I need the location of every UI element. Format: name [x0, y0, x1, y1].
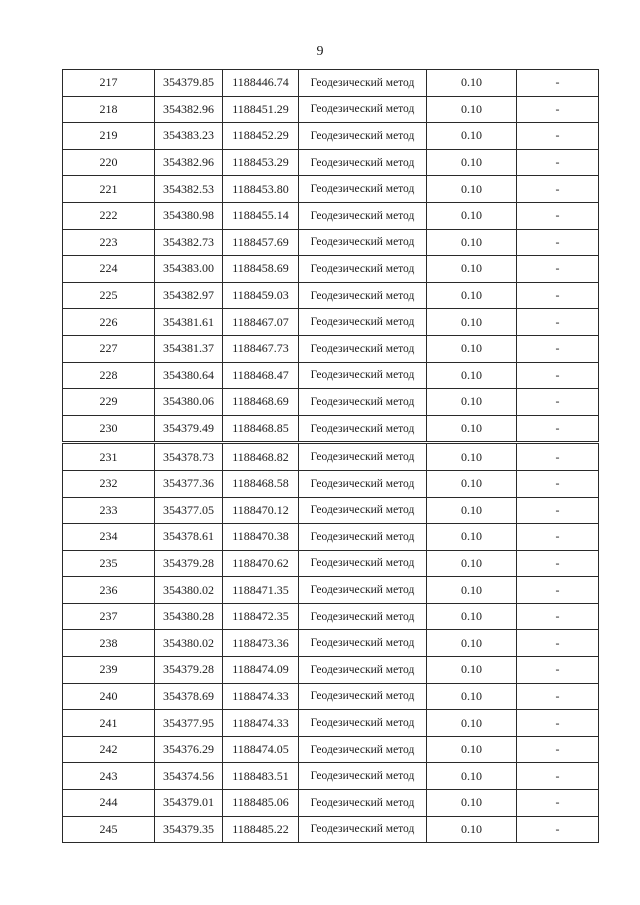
x-coordinate-cell: 354380.28 [155, 603, 223, 630]
method-cell: Геодезический метод [299, 123, 427, 150]
note-cell: - [517, 816, 599, 843]
point-number-cell: 232 [63, 470, 155, 497]
x-coordinate-cell: 354377.36 [155, 470, 223, 497]
table-row [63, 229, 599, 256]
method-cell: Геодезический метод [299, 443, 427, 471]
page-number: 9 [316, 44, 324, 59]
method-cell: Геодезический метод [299, 256, 427, 283]
method-cell: Геодезический метод [299, 497, 427, 524]
x-coordinate-cell: 354380.98 [155, 202, 223, 229]
method-cell: Геодезический метод [299, 96, 427, 123]
method-cell: Геодезический метод [299, 736, 427, 763]
table-row [63, 443, 599, 471]
accuracy-cell: 0.10 [427, 176, 517, 203]
y-coordinate-cell: 1188446.74 [223, 70, 299, 97]
x-coordinate-cell: 354382.96 [155, 149, 223, 176]
point-number-cell: 225 [63, 282, 155, 309]
y-coordinate-cell: 1188470.62 [223, 550, 299, 577]
method-cell: Геодезический метод [299, 657, 427, 684]
x-coordinate-cell: 354379.35 [155, 816, 223, 843]
y-coordinate-cell: 1188453.29 [223, 149, 299, 176]
point-number-cell: 233 [63, 497, 155, 524]
method-cell: Геодезический метод [299, 282, 427, 309]
x-coordinate-cell: 354380.02 [155, 630, 223, 657]
table-row [63, 736, 599, 763]
x-coordinate-cell: 354382.73 [155, 229, 223, 256]
accuracy-cell: 0.10 [427, 123, 517, 150]
accuracy-cell: 0.10 [427, 524, 517, 551]
table-row [63, 470, 599, 497]
point-number-cell: 222 [63, 202, 155, 229]
table-row [63, 710, 599, 737]
method-cell: Геодезический метод [299, 790, 427, 817]
accuracy-cell: 0.10 [427, 657, 517, 684]
method-cell: Геодезический метод [299, 683, 427, 710]
y-coordinate-cell: 1188468.58 [223, 470, 299, 497]
table-row [63, 497, 599, 524]
table-row [63, 309, 599, 336]
table-row [63, 389, 599, 416]
table-row [63, 603, 599, 630]
point-number-cell: 218 [63, 96, 155, 123]
note-cell: - [517, 389, 599, 416]
method-cell: Геодезический метод [299, 149, 427, 176]
y-coordinate-cell: 1188474.05 [223, 736, 299, 763]
accuracy-cell: 0.10 [427, 603, 517, 630]
method-cell: Геодезический метод [299, 415, 427, 443]
accuracy-cell: 0.10 [427, 736, 517, 763]
x-coordinate-cell: 354381.37 [155, 335, 223, 362]
table-row [63, 70, 599, 97]
x-coordinate-cell: 354378.73 [155, 443, 223, 471]
y-coordinate-cell: 1188472.35 [223, 603, 299, 630]
x-coordinate-cell: 354383.23 [155, 123, 223, 150]
table-row [63, 96, 599, 123]
y-coordinate-cell: 1188474.09 [223, 657, 299, 684]
note-cell: - [517, 630, 599, 657]
accuracy-cell: 0.10 [427, 70, 517, 97]
note-cell: - [517, 524, 599, 551]
accuracy-cell: 0.10 [427, 497, 517, 524]
note-cell: - [517, 149, 599, 176]
point-number-cell: 224 [63, 256, 155, 283]
point-number-cell: 239 [63, 657, 155, 684]
y-coordinate-cell: 1188451.29 [223, 96, 299, 123]
x-coordinate-cell: 354379.28 [155, 550, 223, 577]
note-cell: - [517, 70, 599, 97]
method-cell: Геодезический метод [299, 550, 427, 577]
note-cell: - [517, 256, 599, 283]
method-cell: Геодезический метод [299, 603, 427, 630]
note-cell: - [517, 577, 599, 604]
accuracy-cell: 0.10 [427, 256, 517, 283]
method-cell: Геодезический метод [299, 70, 427, 97]
table-row [63, 202, 599, 229]
x-coordinate-cell: 354379.01 [155, 790, 223, 817]
table-row [63, 657, 599, 684]
point-number-cell: 223 [63, 229, 155, 256]
accuracy-cell: 0.10 [427, 443, 517, 471]
method-cell: Геодезический метод [299, 229, 427, 256]
point-number-cell: 220 [63, 149, 155, 176]
y-coordinate-cell: 1188473.36 [223, 630, 299, 657]
table-row [63, 763, 599, 790]
y-coordinate-cell: 1188468.85 [223, 415, 299, 443]
accuracy-cell: 0.10 [427, 309, 517, 336]
method-cell: Геодезический метод [299, 389, 427, 416]
x-coordinate-cell: 354380.06 [155, 389, 223, 416]
y-coordinate-cell: 1188474.33 [223, 710, 299, 737]
x-coordinate-cell: 354380.02 [155, 577, 223, 604]
note-cell: - [517, 550, 599, 577]
y-coordinate-cell: 1188474.33 [223, 683, 299, 710]
note-cell: - [517, 335, 599, 362]
table-row [63, 790, 599, 817]
x-coordinate-cell: 354379.85 [155, 70, 223, 97]
note-cell: - [517, 736, 599, 763]
note-cell: - [517, 763, 599, 790]
point-number-cell: 230 [63, 415, 155, 443]
y-coordinate-cell: 1188468.82 [223, 443, 299, 471]
point-number-cell: 217 [63, 70, 155, 97]
point-number-cell: 221 [63, 176, 155, 203]
table-row [63, 282, 599, 309]
accuracy-cell: 0.10 [427, 149, 517, 176]
accuracy-cell: 0.10 [427, 763, 517, 790]
y-coordinate-cell: 1188452.29 [223, 123, 299, 150]
note-cell: - [517, 497, 599, 524]
y-coordinate-cell: 1188468.69 [223, 389, 299, 416]
accuracy-cell: 0.10 [427, 790, 517, 817]
note-cell: - [517, 282, 599, 309]
note-cell: - [517, 790, 599, 817]
point-number-cell: 245 [63, 816, 155, 843]
x-coordinate-cell: 354374.56 [155, 763, 223, 790]
accuracy-cell: 0.10 [427, 282, 517, 309]
point-number-cell: 240 [63, 683, 155, 710]
note-cell: - [517, 657, 599, 684]
note-cell: - [517, 470, 599, 497]
accuracy-cell: 0.10 [427, 96, 517, 123]
y-coordinate-cell: 1188468.47 [223, 362, 299, 389]
point-number-cell: 236 [63, 577, 155, 604]
x-coordinate-cell: 354377.95 [155, 710, 223, 737]
table-row [63, 176, 599, 203]
x-coordinate-cell: 354382.53 [155, 176, 223, 203]
note-cell: - [517, 603, 599, 630]
point-number-cell: 229 [63, 389, 155, 416]
accuracy-cell: 0.10 [427, 202, 517, 229]
x-coordinate-cell: 354380.64 [155, 362, 223, 389]
point-number-cell: 237 [63, 603, 155, 630]
note-cell: - [517, 202, 599, 229]
method-cell: Геодезический метод [299, 202, 427, 229]
x-coordinate-cell: 354377.05 [155, 497, 223, 524]
method-cell: Геодезический метод [299, 362, 427, 389]
accuracy-cell: 0.10 [427, 683, 517, 710]
table-row [63, 683, 599, 710]
method-cell: Геодезический метод [299, 309, 427, 336]
point-number-cell: 234 [63, 524, 155, 551]
x-coordinate-cell: 354379.28 [155, 657, 223, 684]
accuracy-cell: 0.10 [427, 389, 517, 416]
point-number-cell: 243 [63, 763, 155, 790]
y-coordinate-cell: 1188470.38 [223, 524, 299, 551]
table-row [63, 123, 599, 150]
point-number-cell: 228 [63, 362, 155, 389]
accuracy-cell: 0.10 [427, 710, 517, 737]
accuracy-cell: 0.10 [427, 229, 517, 256]
y-coordinate-cell: 1188485.22 [223, 816, 299, 843]
note-cell: - [517, 123, 599, 150]
y-coordinate-cell: 1188471.35 [223, 577, 299, 604]
accuracy-cell: 0.10 [427, 335, 517, 362]
table-row [63, 816, 599, 843]
point-number-cell: 244 [63, 790, 155, 817]
note-cell: - [517, 710, 599, 737]
note-cell: - [517, 176, 599, 203]
y-coordinate-cell: 1188470.12 [223, 497, 299, 524]
point-number-cell: 219 [63, 123, 155, 150]
x-coordinate-cell: 354383.00 [155, 256, 223, 283]
point-number-cell: 242 [63, 736, 155, 763]
note-cell: - [517, 443, 599, 471]
note-cell: - [517, 683, 599, 710]
y-coordinate-cell: 1188455.14 [223, 202, 299, 229]
y-coordinate-cell: 1188467.07 [223, 309, 299, 336]
table-row [63, 577, 599, 604]
x-coordinate-cell: 354378.61 [155, 524, 223, 551]
point-number-cell: 238 [63, 630, 155, 657]
accuracy-cell: 0.10 [427, 577, 517, 604]
point-number-cell: 241 [63, 710, 155, 737]
x-coordinate-cell: 354378.69 [155, 683, 223, 710]
y-coordinate-cell: 1188458.69 [223, 256, 299, 283]
point-number-cell: 231 [63, 443, 155, 471]
accuracy-cell: 0.10 [427, 362, 517, 389]
accuracy-cell: 0.10 [427, 550, 517, 577]
accuracy-cell: 0.10 [427, 816, 517, 843]
note-cell: - [517, 96, 599, 123]
accuracy-cell: 0.10 [427, 415, 517, 443]
table-row [63, 149, 599, 176]
y-coordinate-cell: 1188453.80 [223, 176, 299, 203]
y-coordinate-cell: 1188467.73 [223, 335, 299, 362]
note-cell: - [517, 229, 599, 256]
table-row [63, 550, 599, 577]
x-coordinate-cell: 354382.97 [155, 282, 223, 309]
note-cell: - [517, 415, 599, 443]
table-row [63, 335, 599, 362]
accuracy-cell: 0.10 [427, 630, 517, 657]
table-row [63, 362, 599, 389]
method-cell: Геодезический метод [299, 335, 427, 362]
table-row [63, 415, 599, 443]
coordinates-table-body [63, 70, 599, 843]
method-cell: Геодезический метод [299, 763, 427, 790]
method-cell: Геодезический метод [299, 176, 427, 203]
x-coordinate-cell: 354382.96 [155, 96, 223, 123]
point-number-cell: 227 [63, 335, 155, 362]
table-row [63, 524, 599, 551]
coordinates-table [62, 69, 599, 843]
accuracy-cell: 0.10 [427, 470, 517, 497]
table-row [63, 256, 599, 283]
method-cell: Геодезический метод [299, 524, 427, 551]
point-number-cell: 235 [63, 550, 155, 577]
y-coordinate-cell: 1188457.69 [223, 229, 299, 256]
x-coordinate-cell: 354381.61 [155, 309, 223, 336]
x-coordinate-cell: 354379.49 [155, 415, 223, 443]
y-coordinate-cell: 1188459.03 [223, 282, 299, 309]
method-cell: Геодезический метод [299, 816, 427, 843]
y-coordinate-cell: 1188485.06 [223, 790, 299, 817]
method-cell: Геодезический метод [299, 577, 427, 604]
y-coordinate-cell: 1188483.51 [223, 763, 299, 790]
method-cell: Геодезический метод [299, 710, 427, 737]
method-cell: Геодезический метод [299, 630, 427, 657]
x-coordinate-cell: 354376.29 [155, 736, 223, 763]
method-cell: Геодезический метод [299, 470, 427, 497]
table-row [63, 630, 599, 657]
point-number-cell: 226 [63, 309, 155, 336]
note-cell: - [517, 362, 599, 389]
note-cell: - [517, 309, 599, 336]
